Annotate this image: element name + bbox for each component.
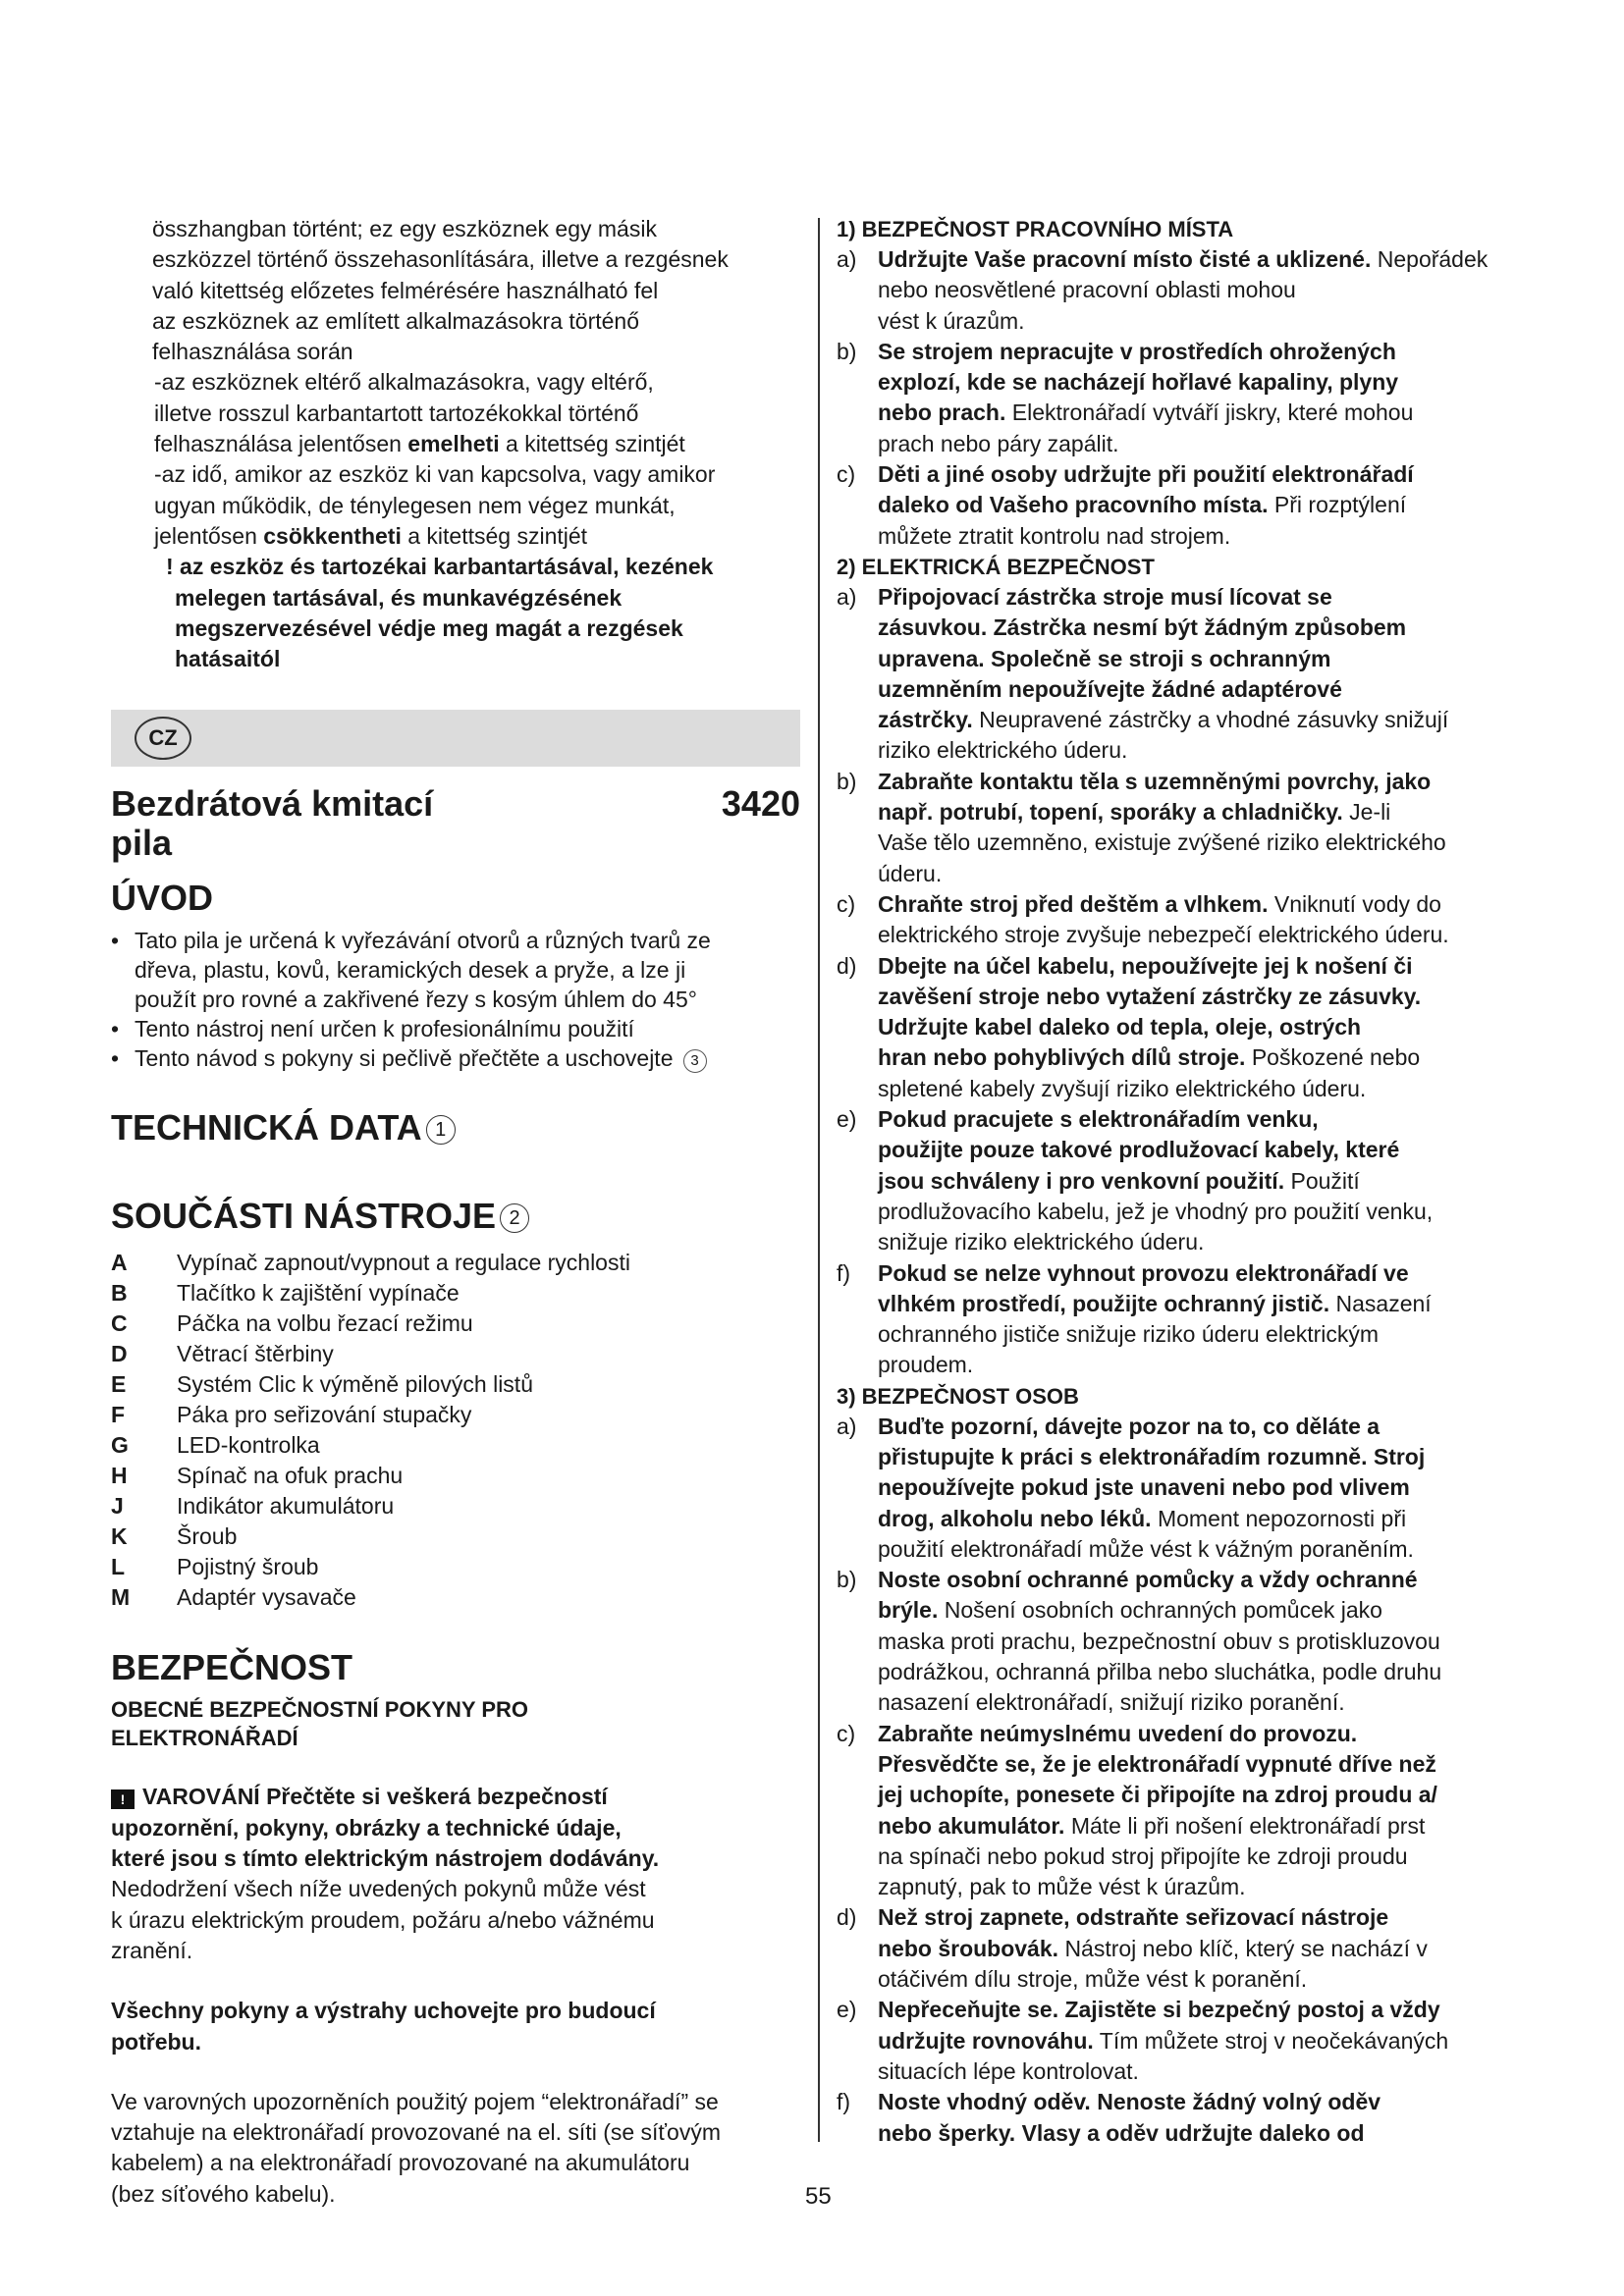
- item-bold-text: Se strojem nepracujte v prostředích ohrožených: [878, 338, 1396, 364]
- safety-item: [837, 1412, 1529, 1565]
- part-key: C: [111, 1310, 128, 1337]
- item-bold-text: explozí, kde se nacházejí hořlavé kapaliny, plyny: [878, 369, 1399, 396]
- bullet-text: [135, 1043, 707, 1073]
- item-text: [878, 889, 1529, 951]
- item-line: [878, 398, 1529, 428]
- part-label: Páčka na volbu řezací režimu: [177, 1310, 473, 1337]
- item-bold-text: Pokud pracujete s elektronářadím venku,: [878, 1106, 1319, 1133]
- item-bold-text: jsou schváleny i pro venkovní použití.: [878, 1167, 1285, 1194]
- uvod-bullet: [111, 1014, 800, 1043]
- item-bold-text: Zabraňte kontaktu těla s uzemněnými povrchy, jako: [878, 768, 1432, 794]
- hu-bold-word: emelheti: [407, 431, 500, 457]
- safety-item: [837, 1104, 1529, 1257]
- part-item: [111, 1308, 800, 1339]
- item-normal-text: Při rozptýlení: [1273, 492, 1407, 518]
- item-line: [878, 1472, 1529, 1503]
- uvod-bullet: [111, 926, 800, 1014]
- item-line: [878, 1135, 1529, 1165]
- item-line: [878, 674, 1529, 705]
- section-3-items: [837, 1412, 1529, 2149]
- item-normal-text: Nošení osobních ochranných pomůcek jako: [944, 1597, 1382, 1624]
- item-normal-text: Vniknutí vody do: [1273, 890, 1441, 917]
- item-text: [878, 1902, 1529, 1995]
- hu-text-line: felhasználása jelentősen emelheti a kitettség szintjét: [154, 431, 685, 457]
- item-text: [878, 1995, 1529, 2087]
- item-normal-text: Poškozené nebo: [1251, 1044, 1421, 1071]
- item-line: [878, 1595, 1529, 1626]
- item-line: [878, 613, 1529, 643]
- item-line: spletené kabely zvyšují riziko elektrického úderu.: [878, 1075, 1367, 1101]
- item-line: [878, 705, 1529, 735]
- item-bold-text: nebo šroubovák.: [878, 1935, 1059, 1961]
- item-bold-text: použijte pouze takové prodlužovací kabely, které: [878, 1137, 1400, 1163]
- item-line: podrážkou, ochranná přilba nebo sluchátka, podle druhu: [878, 1659, 1442, 1685]
- item-line: prach nebo páry zapálit.: [878, 430, 1119, 456]
- item-text: [878, 1565, 1529, 1718]
- item-line: [878, 582, 1529, 613]
- bullet-dot: •: [111, 1016, 120, 1042]
- hu-text-line: -az eszköznek eltérő alkalmazásokra, vagy eltérő,: [154, 369, 654, 396]
- item-bold-text: Noste vhodný oděv. Nenoste žádný volný oděv: [878, 2089, 1381, 2115]
- safety-item: [837, 951, 1529, 1104]
- hu-text-line: jelentősen csökkentheti a kitettség szintjét: [154, 522, 588, 549]
- item-bold-text: nebo prach.: [878, 400, 1006, 426]
- hu-warning-line: melegen tartásával, és munkavégzésének: [175, 584, 623, 611]
- section-2-title: 2) ELEKTRICKÁ BEZPEČNOST: [837, 554, 1155, 579]
- safety-item: [837, 2087, 1529, 2149]
- item-bold-text: Připojovací zástrčka stroje musí lícovat se: [878, 583, 1332, 610]
- ref-circle-2: 2: [500, 1203, 529, 1233]
- item-line: [878, 1902, 1529, 1933]
- item-text: [878, 951, 1529, 1104]
- item-bold-text: uzemněním nepoužívejte žádné adaptérové: [878, 675, 1342, 702]
- uvod-bullet: [111, 1043, 800, 1073]
- item-line: [878, 1166, 1529, 1197]
- part-key: E: [111, 1371, 127, 1398]
- item-line: [878, 490, 1529, 520]
- item-line: Vaše tělo uzemněno, existuje zvýšené riziko elektrického: [878, 829, 1446, 856]
- item-bold-text: např. potrubí, topení, sporáky a chladničky.: [878, 799, 1343, 826]
- safety-item: [837, 889, 1529, 951]
- parts-heading: SOUČÁSTI NÁSTROJE 2: [111, 1195, 800, 1238]
- item-line: [878, 1042, 1529, 1073]
- bullet-dot: •: [111, 1045, 120, 1072]
- item-line: situacích lépe kontrolovat.: [878, 2057, 1139, 2084]
- section-3-title: 3) BEZPEČNOST OSOB: [837, 1383, 1079, 1409]
- keep-line: Všechny pokyny a výstrahy uchovejte pro budoucí: [111, 1998, 656, 2024]
- item-line: [878, 1749, 1529, 1780]
- item-line: snižuje riziko elektrického úderu.: [878, 1229, 1205, 1255]
- item-bold-text: zástrčky.: [878, 707, 973, 733]
- ref-circle-1: 1: [426, 1115, 456, 1145]
- section-1-title: 1) BEZPEČNOST PRACOVNÍHO MÍSTA: [837, 217, 1234, 241]
- part-label: Pojistný šroub: [177, 1554, 319, 1580]
- hu-text-line: összhangban történt; ez egy eszköznek egy másik: [152, 216, 657, 241]
- part-item: [111, 1582, 800, 1613]
- left-column: [111, 214, 800, 2210]
- part-key: F: [111, 1402, 126, 1428]
- safety-sub-line: OBECNÉ BEZPEČNOSTNÍ POKYNY PRO: [111, 1697, 528, 1723]
- item-normal-text: Elektronářadí vytváří jiskry, které mohou: [1011, 400, 1414, 426]
- item-line: [878, 1412, 1529, 1442]
- item-letter: f): [837, 1259, 851, 1286]
- part-item: [111, 1339, 800, 1369]
- item-line: [878, 1504, 1529, 1534]
- item-bold-text: jej uchopíte, ponesete či připojíte na zdroj proudu a/: [878, 1782, 1437, 1808]
- item-normal-text: Moment nepozornosti při: [1157, 1505, 1407, 1531]
- keep-instructions: [111, 1996, 800, 2057]
- section-2-items: [837, 582, 1529, 1381]
- item-text: [878, 1104, 1529, 1257]
- warning-block: [111, 1782, 800, 1966]
- part-label: LED-kontrolka: [177, 1432, 320, 1459]
- item-letter: a): [837, 1413, 857, 1439]
- item-line: [878, 1289, 1529, 1319]
- hu-warning-line: ! az eszköz és tartozékai karbantartásával, kezének: [166, 554, 714, 580]
- item-letter: e): [837, 1997, 857, 2023]
- item-letter: b): [837, 1567, 857, 1593]
- item-bold-text: vlhkém prostředí, použijte ochranný jistič.: [878, 1290, 1330, 1316]
- part-label: Tlačítko k zajištění vypínače: [177, 1280, 460, 1307]
- part-label: Vypínač zapnout/vypnout a regulace rychlosti: [177, 1250, 630, 1276]
- item-line: [878, 1719, 1529, 1749]
- item-bold-text: Udržujte Vaše pracovní místo čisté a uklizené.: [878, 246, 1372, 272]
- keep-line: potřebu.: [111, 2028, 201, 2055]
- parts-list: [111, 1248, 800, 1613]
- hu-text-line: -az idő, amikor az eszköz ki van kapcsolva, vagy amikor: [154, 461, 716, 488]
- item-bold-text: nebo šperky. Vlasy a oděv udržujte daleko od: [878, 2119, 1365, 2146]
- bullet-line: dřeva, plastu, kovů, keramických desek a pryže, a lze ji: [135, 957, 686, 984]
- safety-sub-line: ELEKTRONÁŘADÍ: [111, 1726, 298, 1751]
- bullet-text: [135, 1014, 634, 1043]
- item-line: zapnutý, pak to může vést k úrazům.: [878, 1874, 1246, 1900]
- item-letter: d): [837, 952, 857, 979]
- item-line: [878, 767, 1529, 797]
- item-text: [878, 1412, 1529, 1565]
- part-key: A: [111, 1250, 128, 1276]
- bullet-line: použít pro rovné a zakřivené řezy s kosým úhlem do 45°: [135, 987, 697, 1013]
- section-1-items: [837, 244, 1529, 552]
- item-bold-text: Dbejte na účel kabelu, nepoužívejte jej k nošení či: [878, 952, 1413, 979]
- item-letter: a): [837, 246, 857, 272]
- item-letter: c): [837, 890, 856, 917]
- item-line: [878, 982, 1529, 1012]
- warning-normal-text: [111, 1874, 800, 1966]
- item-bold-text: Chraňte stroj před deštěm a vlhkem.: [878, 890, 1269, 917]
- safety-item: [837, 1719, 1529, 1903]
- safety-item: [837, 1258, 1529, 1381]
- item-normal-text: Použití: [1290, 1167, 1360, 1194]
- term-line: (bez síťového kabelu).: [111, 2180, 336, 2207]
- language-bar: [111, 710, 800, 767]
- warning-bold-line: které jsou s tímto elektrickým nástrojem dodávány.: [111, 1845, 660, 1872]
- part-item: [111, 1400, 800, 1430]
- item-line: proudem.: [878, 1352, 974, 1378]
- item-letter: d): [837, 1904, 857, 1931]
- item-line: otáčivém dílu stroje, může vést k poranění.: [878, 1966, 1308, 1993]
- item-line: [878, 1012, 1529, 1042]
- item-bold-text: nepoužívejte pokud jste unaveni nebo pod vlivem: [878, 1474, 1410, 1501]
- item-bold-text: Pokud se nelze vyhnout provozu elektronářadí ve: [878, 1259, 1409, 1286]
- item-bold-text: Děti a jiné osoby udržujte při použití elektronářadí: [878, 461, 1414, 488]
- item-line: na spínači nebo pokud stroj připojíte ke zdroji proudu: [878, 1842, 1408, 1869]
- item-bold-text: Zabraňte neúmyslnému uvedení do provozu.: [878, 1720, 1358, 1746]
- cz-language-badge: CZ: [135, 717, 191, 760]
- item-line: [878, 951, 1529, 982]
- item-bold-text: daleko od Vašeho pracovního místa.: [878, 492, 1269, 518]
- part-key: D: [111, 1341, 128, 1367]
- item-normal-text: Tím můžete stroj v neočekávaných: [1099, 2027, 1449, 2054]
- item-letter: c): [837, 461, 856, 488]
- item-bold-text: drog, alkoholu nebo léků.: [878, 1505, 1152, 1531]
- item-bold-text: Noste osobní ochranné pomůcky a vždy ochranné: [878, 1567, 1418, 1593]
- safety-item: [837, 1902, 1529, 1995]
- item-normal-text: Máte li při nošení elektronářadí prst: [1070, 1812, 1426, 1839]
- item-line: [878, 1811, 1529, 1842]
- model-number: 3420: [721, 783, 800, 825]
- safety-heading: BEZPEČNOST: [111, 1647, 353, 1688]
- item-bold-text: zásuvkou. Zástrčka nesmí být žádným způsobem: [878, 614, 1407, 641]
- term-line: kabelem) a na elektronářadí provozované na akumulátoru: [111, 2150, 690, 2176]
- hu-continuation: [111, 214, 800, 674]
- part-label: Spínač na ofuk prachu: [177, 1463, 404, 1489]
- ref-circle-3: 3: [683, 1049, 707, 1073]
- item-line: [878, 1104, 1529, 1135]
- item-bold-text: brýle.: [878, 1597, 939, 1624]
- item-line: [878, 644, 1529, 674]
- item-line: maska proti prachu, bezpečnostní obuv s protiskluzovou: [878, 1628, 1440, 1654]
- item-bold-text: udržujte rovnováhu.: [878, 2027, 1094, 2054]
- item-normal-text: Nepořádek nebo neosvětlené pracovní oblasti mohou: [878, 246, 1489, 303]
- hu-text-line: eszközzel történő összehasonlítására, illetve a rezgésnek: [152, 246, 729, 273]
- bullet-line: Tento návod s pokyny si pečlivě přečtěte a uschovejte 3: [135, 1043, 707, 1073]
- title-row: [111, 784, 800, 863]
- item-text: [878, 582, 1529, 767]
- product-title: Bezdrátová kmitací pila: [111, 783, 434, 864]
- term-line: Ve varovných upozorněních použitý pojem “elektronářadí” se: [111, 2088, 719, 2114]
- item-text: [878, 2087, 1529, 2149]
- safety-item: [837, 459, 1529, 552]
- item-line: nasazení elektronářadí, snižují riziko poranění.: [878, 1689, 1345, 1716]
- item-line: [878, 1258, 1529, 1289]
- item-line: [878, 1442, 1529, 1472]
- part-item: [111, 1248, 800, 1278]
- bullet-text: [135, 926, 711, 1014]
- part-key: M: [111, 1584, 131, 1611]
- hu-warning-line: megszervezésével védje meg magát a rezgések: [175, 614, 683, 641]
- term-line: vztahuje na elektronářadí provozované na el. síti (se síťovým: [111, 2119, 721, 2146]
- item-normal-text: Je-li: [1349, 799, 1391, 826]
- item-line: použití elektronářadí může vést k vážným poraněním.: [878, 1535, 1414, 1562]
- safety-item: [837, 337, 1529, 459]
- part-key: G: [111, 1432, 129, 1459]
- item-bold-text: Nepřeceňujte se. Zajistěte si bezpečný postoj a vždy: [878, 1997, 1440, 2023]
- part-key: B: [111, 1280, 128, 1307]
- part-label: Adaptér vysavače: [177, 1584, 356, 1611]
- item-bold-text: nebo akumulátor.: [878, 1812, 1065, 1839]
- right-column: [837, 214, 1529, 2149]
- item-text: [878, 767, 1529, 889]
- item-line: [878, 797, 1529, 828]
- item-bold-text: Než stroj zapnete, odstraňte seřizovací nástroje: [878, 1904, 1389, 1931]
- tech-data-heading: TECHNICKÁ DATA 1: [111, 1106, 800, 1149]
- part-item: [111, 1430, 800, 1461]
- item-letter: c): [837, 1720, 856, 1746]
- item-letter: f): [837, 2089, 851, 2115]
- warning-bold-line: upozornění, pokyny, obrázky a technické údaje,: [111, 1814, 622, 1841]
- item-line: [878, 367, 1529, 398]
- item-normal-text: Nasazení: [1335, 1290, 1432, 1316]
- part-label: Šroub: [177, 1523, 238, 1550]
- item-line: [878, 1934, 1529, 1964]
- item-letter: a): [837, 583, 857, 610]
- page-number: 55: [805, 2183, 832, 2210]
- item-line: [878, 244, 1529, 306]
- part-item: [111, 1491, 800, 1522]
- item-line: vést k úrazům.: [878, 307, 1025, 334]
- bullet-dot: •: [111, 928, 120, 954]
- warning-normal-line: zranění.: [111, 1937, 193, 1963]
- item-line: [878, 2118, 1529, 2149]
- column-divider: [818, 218, 820, 2142]
- item-text: [878, 459, 1529, 552]
- item-line: [878, 2087, 1529, 2117]
- hu-bold-word: csökkentheti: [263, 522, 402, 549]
- item-line: elektrického stroje zvyšuje nebezpečí elektrického úderu.: [878, 922, 1449, 948]
- item-line: ochranného jističe snižuje riziko úderu elektrickým: [878, 1321, 1380, 1348]
- safety-item: [837, 244, 1529, 337]
- item-bold-text: zavěšení stroje nebo vytažení zástrčky ze zásuvky.: [878, 983, 1422, 1009]
- warning-bold-line: ! VAROVÁNÍ Přečtěte si veškerá bezpečností: [111, 1782, 800, 1812]
- item-normal-text: Neupravené zástrčky a vhodné zásuvky snižují: [979, 707, 1449, 733]
- warning-normal-line: k úrazu elektrickým proudem, požáru a/nebo vážnému: [111, 1906, 655, 1933]
- hu-text-line: az eszköznek az említett alkalmazásokra történő: [152, 307, 640, 334]
- part-item: [111, 1552, 800, 1582]
- item-bold-text: Buďte pozorní, dávejte pozor na to, co děláte a: [878, 1413, 1380, 1439]
- hu-text-line: illetve rosszul karbantartott tartozékokkal történő: [154, 400, 639, 426]
- item-bold-text: upravena. Společně se stroji s ochranným: [878, 645, 1331, 671]
- item-line: [878, 2026, 1529, 2056]
- part-label: Větrací štěrbiny: [177, 1341, 334, 1367]
- item-text: [878, 337, 1529, 459]
- part-label: Indikátor akumulátoru: [177, 1493, 395, 1520]
- item-bold-text: hran nebo pohyblivých dílů stroje.: [878, 1044, 1246, 1071]
- safety-item: [837, 582, 1529, 767]
- hu-text-line: ugyan működik, de ténylegesen nem végez munkát,: [154, 492, 676, 518]
- item-letter: b): [837, 338, 857, 364]
- part-key: K: [111, 1523, 128, 1550]
- item-line: [878, 459, 1529, 490]
- part-item: [111, 1522, 800, 1552]
- item-line: riziko elektrického úderu.: [878, 737, 1128, 764]
- part-key: L: [111, 1554, 126, 1580]
- hu-text-line: felhasználása során: [152, 339, 353, 365]
- item-letter: e): [837, 1106, 857, 1133]
- item-line: úderu.: [878, 860, 943, 886]
- part-item: [111, 1369, 800, 1400]
- item-line: prodlužovacího kabelu, jež je vhodný pro použití venku,: [878, 1198, 1434, 1224]
- hu-text-line: való kitettség előzetes felmérésére használható fel: [152, 277, 659, 303]
- item-line: [878, 889, 1529, 920]
- item-text: [878, 1719, 1529, 1903]
- warning-normal-line: Nedodržení všech níže uvedených pokynů může vést: [111, 1876, 646, 1902]
- part-key: H: [111, 1463, 128, 1489]
- warning-bold-text: [111, 1782, 800, 1874]
- part-label: Páka pro seřizování stupačky: [177, 1402, 472, 1428]
- item-letter: b): [837, 768, 857, 794]
- bullet-line: Tato pila je určená k vyřezávání otvorů a různých tvarů ze: [135, 928, 711, 954]
- safety-item: [837, 1995, 1529, 2087]
- item-bold-text: Přesvědčte se, že je elektronářadí vypnuté dříve než: [878, 1750, 1436, 1777]
- safety-item: [837, 1565, 1529, 1718]
- item-bold-text: Udržujte kabel daleko od tepla, oleje, ostrých: [878, 1014, 1362, 1041]
- item-normal-text: Nástroj nebo klíč, který se nachází v: [1064, 1935, 1428, 1961]
- part-key: J: [111, 1493, 124, 1520]
- bullet-line: Tento nástroj není určen k profesionálnímu použití: [135, 1016, 634, 1042]
- part-label: Systém Clic k výměně pilových listů: [177, 1371, 533, 1398]
- item-bold-text: přistupujte k práci s elektronářadím rozumně. Stroj: [878, 1443, 1426, 1469]
- hu-warning-line: hatásaitól: [175, 646, 281, 672]
- uvod-heading: ÚVOD: [111, 878, 214, 919]
- uvod-bullets: [111, 926, 800, 1073]
- item-line: [878, 1565, 1529, 1595]
- item-text: [878, 244, 1529, 337]
- item-line: můžete ztratit kontrolu nad strojem.: [878, 522, 1231, 549]
- item-text: [878, 1258, 1529, 1381]
- safety-subheading: [111, 1695, 800, 1752]
- term-definition: [111, 2087, 800, 2210]
- safety-item: [837, 767, 1529, 889]
- item-line: [878, 1780, 1529, 1810]
- item-line: [878, 1995, 1529, 2025]
- item-line: [878, 337, 1529, 367]
- warning-icon: !: [111, 1789, 135, 1809]
- part-item: [111, 1278, 800, 1308]
- part-item: [111, 1461, 800, 1491]
